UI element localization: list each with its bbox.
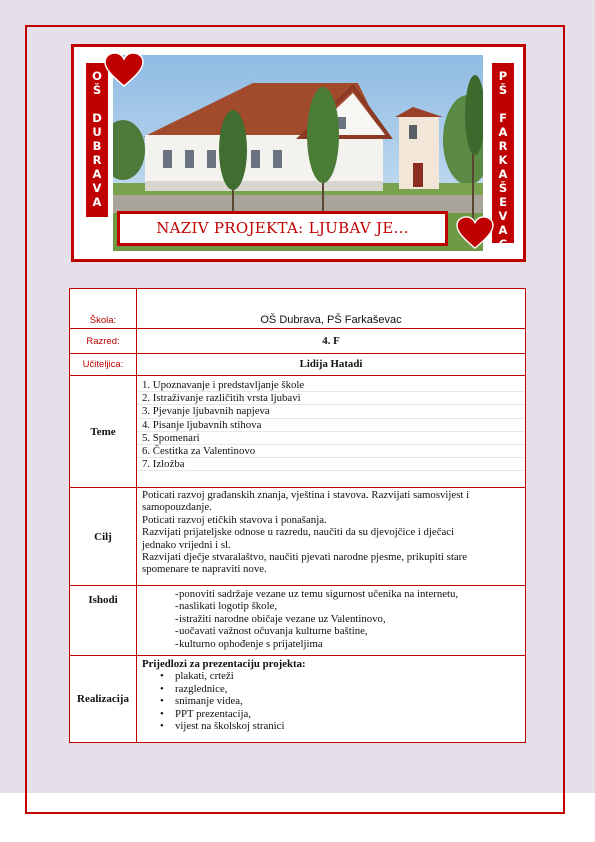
heart-icon (104, 52, 144, 88)
realizacija-content (137, 656, 526, 743)
project-info-table (69, 288, 526, 743)
table-row-ishodi (70, 586, 526, 656)
realizacija-label: Realizacija (70, 656, 137, 743)
branch-school-vertical-bar: P Š F A R K A Š E V A C (492, 63, 514, 243)
list-item: - uočavati važnost očuvanja kulturne baštine, (175, 625, 368, 638)
list-item: • vijest na školskoj stranici (160, 719, 285, 732)
list-item: 1. Upoznavanje i predstavljanje škole (137, 379, 525, 392)
project-title: NAZIV PROJEKTA: LJUBAV JE... (117, 211, 448, 246)
uciteljica-label: Učiteljica: (70, 354, 137, 376)
table-row-realizacija (70, 656, 526, 743)
list-item: • plakati, crteži (160, 670, 234, 683)
skola-label: Škola: (70, 289, 137, 329)
cilj-line: Poticati razvoj građanskih znanja, vještina i stavova. Razvijati samosvijest i (142, 489, 470, 501)
cilj-label: Cilj (70, 488, 137, 586)
list-item: 5. Spomenari (137, 432, 525, 445)
razred-label: Razred: (70, 329, 137, 354)
table-row-teme (70, 376, 526, 488)
cilj-line: Razvijati dječje stvaralaštvo, naučiti pjevati narodne pjesme, prikupiti stare (142, 551, 467, 564)
table-row-uciteljica (70, 354, 526, 376)
skola-value: OŠ Dubrava, PŠ Farkaševac (137, 289, 526, 329)
list-item: 6. Čestitka za Valentinovo (137, 445, 525, 458)
ishodi-label: Ishodi (70, 586, 137, 656)
list-item: - istražiti narodne običaje vezane uz Valentinovo, (175, 612, 386, 625)
cilj-line: Poticati razvoj etičkih stavova i ponašanja. (142, 513, 327, 526)
cilj-line: jednako vrijedni i sl. (142, 538, 231, 551)
heart-icon (455, 216, 495, 250)
cilj-line: Razvijati prijateljske odnose u razredu, naučiti da su djevojčice i dječaci (142, 526, 455, 539)
list-item: • snimanje videa, (160, 695, 243, 708)
list-item: - ponoviti sadržaje vezane uz temu sigurnost učenika na internetu, (175, 588, 459, 600)
list-item: - kulturno ophođenje s prijateljima (175, 637, 323, 650)
teme-label: Teme (70, 376, 137, 488)
list-item: 7. Izložba (137, 458, 525, 471)
table-row-skola (70, 289, 526, 329)
ishodi-list (137, 586, 526, 656)
cilj-line: spomenare te napraviti nove. (142, 563, 267, 576)
cilj-line: samopouzdanje. (142, 501, 212, 514)
teme-list (137, 376, 526, 488)
list-item: 3. Pjevanje ljubavnih napjeva (137, 405, 525, 418)
school-name-vertical-bar: O Š D U B R A V A (86, 63, 108, 217)
table-row-cilj (70, 488, 526, 586)
list-item: • razglednice, (160, 682, 228, 695)
cilj-text (137, 488, 526, 586)
list-item: • PPT prezentacija, (160, 707, 251, 720)
list-item: 2. Istraživanje različitih vrsta ljubavi (137, 392, 525, 405)
list-item: 4. Pisanje ljubavnih stihova (137, 419, 525, 432)
uciteljica-value: Lidija Hatadi (137, 354, 526, 376)
realizacija-heading: Prijedlozi za prezentaciju projekta: (142, 658, 306, 670)
table-row-razred (70, 329, 526, 354)
razred-value: 4. F (137, 329, 526, 354)
list-item: - naslikati logotip škole, (175, 600, 278, 613)
